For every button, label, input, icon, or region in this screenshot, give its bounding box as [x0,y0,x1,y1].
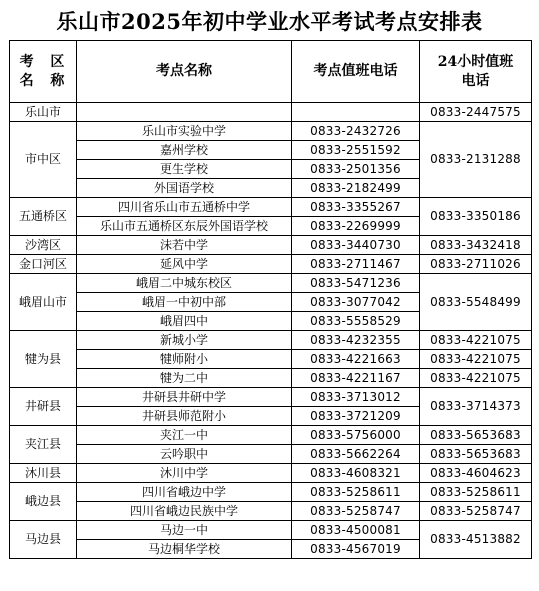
site-name-cell: 峨眉四中 [77,312,292,331]
site-name-cell: 夹江一中 [77,426,292,445]
table-row [10,255,532,274]
header-phone: 考点值班电话 [292,41,420,103]
duty-phone-cell: 0833-4604623 [420,464,532,483]
region-cell: 夹江县 [10,426,77,464]
site-phone-cell: 0833-2269999 [292,217,420,236]
duty-phone-cell: 0833-3350186 [420,198,532,236]
table-row [10,331,532,350]
site-name-cell [77,103,292,122]
duty-phone-cell: 0833-4221075 [420,331,532,350]
site-name-cell: 峨眉一中初中部 [77,293,292,312]
site-name-cell: 犍为二中 [77,369,292,388]
site-phone-cell: 0833-3721209 [292,407,420,426]
region-cell: 金口河区 [10,255,77,274]
site-phone-cell: 0833-5756000 [292,426,420,445]
duty-phone-cell: 0833-5258611 [420,483,532,502]
table-row [10,198,532,217]
table-row [10,350,532,369]
site-name-cell: 乐山市五通桥区东辰外国语学校 [77,217,292,236]
table-row [10,521,532,540]
site-phone-cell: 0833-2432726 [292,122,420,141]
table-row [10,274,532,293]
page-title: 乐山市2025年初中学业水平考试考点安排表 [56,9,483,34]
site-phone-cell [292,103,420,122]
duty-phone-cell: 0833-5548499 [420,274,532,331]
table-row [10,236,532,255]
header-duty-text: 24小时值班 电话 [437,53,514,89]
header-region-text: 考 区 名 称 [19,53,71,89]
site-name-cell: 沫若中学 [77,236,292,255]
duty-phone-cell: 0833-4221075 [420,350,532,369]
region-cell: 峨眉山市 [10,274,77,331]
site-name-cell: 外国语学校 [77,179,292,198]
site-phone-cell: 0833-3440730 [292,236,420,255]
site-name-cell: 云吟职中 [77,445,292,464]
duty-phone-cell: 0833-2447575 [420,103,532,122]
site-name-cell: 新城小学 [77,331,292,350]
duty-phone-cell: 0833-4221075 [420,369,532,388]
site-name-cell: 延风中学 [77,255,292,274]
region-cell: 马边县 [10,521,77,559]
site-phone-cell: 0833-5662264 [292,445,420,464]
site-phone-cell: 0833-2501356 [292,160,420,179]
site-phone-cell: 0833-5258611 [292,483,420,502]
table-row [10,369,532,388]
duty-phone-cell: 0833-2131288 [420,122,532,198]
site-phone-cell: 0833-5558529 [292,312,420,331]
site-name-cell: 更生学校 [77,160,292,179]
site-phone-cell: 0833-3713012 [292,388,420,407]
site-name-cell: 井研县师范附小 [77,407,292,426]
site-phone-cell: 0833-4232355 [292,331,420,350]
table-row [10,122,532,141]
table-row [10,426,532,445]
table-row [10,464,532,483]
site-name-cell: 峨眉二中城东校区 [77,274,292,293]
region-cell: 市中区 [10,122,77,198]
header-region [10,41,77,103]
header-site: 考点名称 [77,41,292,103]
region-cell: 井研县 [10,388,77,426]
duty-phone-cell: 0833-3714373 [420,388,532,426]
region-cell: 沐川县 [10,464,77,483]
site-name-cell: 四川省峨边民族中学 [77,502,292,521]
site-name-cell: 四川省峨边中学 [77,483,292,502]
duty-phone-cell: 0833-5653683 [420,445,532,464]
table-row [10,502,532,521]
site-phone-cell: 0833-3077042 [292,293,420,312]
site-phone-cell: 0833-4567019 [292,540,420,559]
site-phone-cell: 0833-4221167 [292,369,420,388]
duty-phone-cell: 0833-3432418 [420,236,532,255]
table-row [10,445,532,464]
site-phone-cell: 0833-2182499 [292,179,420,198]
site-name-cell: 嘉州学校 [77,141,292,160]
site-phone-cell: 0833-5471236 [292,274,420,293]
table-row [10,483,532,502]
site-name-cell: 沐川中学 [77,464,292,483]
region-cell: 沙湾区 [10,236,77,255]
header-duty [420,41,532,103]
site-name-cell: 乐山市实验中学 [77,122,292,141]
table-row [10,103,532,122]
duty-phone-cell: 0833-2711026 [420,255,532,274]
duty-phone-cell: 0833-5653683 [420,426,532,445]
site-name-cell: 马边桐华学校 [77,540,292,559]
site-phone-cell: 0833-3355267 [292,198,420,217]
site-phone-cell: 0833-5258747 [292,502,420,521]
region-cell: 峨边县 [10,483,77,521]
site-name-cell: 四川省乐山市五通桥中学 [77,198,292,217]
region-cell: 五通桥区 [10,198,77,236]
exam-site-table [9,40,532,559]
site-phone-cell: 0833-4608321 [292,464,420,483]
table-header-row [10,41,532,103]
duty-phone-cell: 0833-5258747 [420,502,532,521]
region-cell: 乐山市 [10,103,77,122]
site-phone-cell: 0833-2711467 [292,255,420,274]
table-row [10,388,532,407]
site-name-cell: 井研县井研中学 [77,388,292,407]
site-phone-cell: 0833-2551592 [292,141,420,160]
site-name-cell: 马边一中 [77,521,292,540]
region-cell: 犍为县 [10,331,77,388]
site-name-cell: 犍师附小 [77,350,292,369]
site-phone-cell: 0833-4500081 [292,521,420,540]
site-phone-cell: 0833-4221663 [292,350,420,369]
duty-phone-cell: 0833-4513882 [420,521,532,559]
